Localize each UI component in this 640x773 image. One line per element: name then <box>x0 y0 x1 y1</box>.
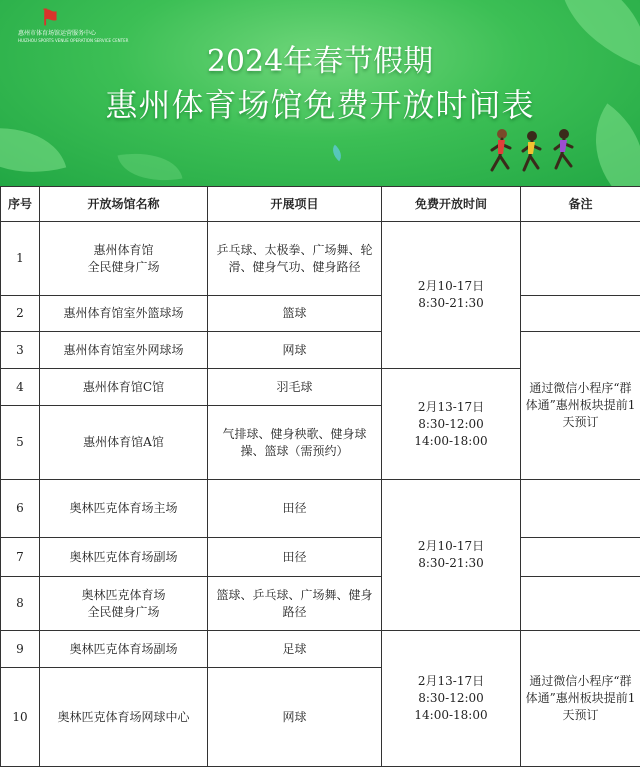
column-header: 开展项目 <box>208 187 382 222</box>
header-banner <box>0 0 640 186</box>
page-title-line1: 2024年春节假期 <box>206 44 434 79</box>
note-empty <box>521 480 640 538</box>
open-time: 2月10-17日 8:30-21:30 <box>382 222 521 369</box>
activity-items: 乒乓球、太极拳、广场舞、轮滑、健身气功、健身路径 <box>208 222 382 296</box>
leaf-decoration <box>328 145 345 162</box>
table-row <box>1 538 640 577</box>
open-time: 2月13-17日 8:30-12:00 14:00-18:00 <box>382 369 521 480</box>
open-time: 2月13-17日 8:30-12:00 14:00-18:00 <box>382 631 521 767</box>
activity-items: 足球 <box>208 631 382 668</box>
row-number: 4 <box>1 369 40 406</box>
table-row <box>1 577 640 631</box>
row-number: 6 <box>1 480 40 538</box>
row-number: 3 <box>1 332 40 369</box>
activity-items: 网球 <box>208 332 382 369</box>
venue-name: 奥林匹克体育场副场 <box>40 631 208 668</box>
column-header: 免费开放时间 <box>382 187 521 222</box>
activity-items: 田径 <box>208 538 382 577</box>
schedule-table <box>0 186 640 767</box>
logo-name: 惠州市体育场馆运营服务中心 <box>18 30 97 37</box>
open-time: 2月10-17日 8:30-21:30 <box>382 480 521 631</box>
column-header: 备注 <box>521 187 640 222</box>
venue-name: 惠州体育馆 全民健身广场 <box>40 222 208 296</box>
column-header: 序号 <box>1 187 40 222</box>
venue-name: 奥林匹克体育场 全民健身广场 <box>40 577 208 631</box>
row-number: 8 <box>1 577 40 631</box>
venue-name: 惠州体育馆A馆 <box>40 406 208 480</box>
note-empty <box>521 577 640 631</box>
logo-subtitle: HUIZHOU SPORTS VENUE OPERATION SERVICE CENTER <box>18 38 129 43</box>
column-header: 开放场馆名称 <box>40 187 208 222</box>
leaf-decoration <box>118 145 183 186</box>
row-number: 2 <box>1 296 40 332</box>
venue-name: 惠州体育馆C馆 <box>40 369 208 406</box>
activity-items: 田径 <box>208 480 382 538</box>
venue-name: 惠州体育馆室外网球场 <box>40 332 208 369</box>
table-header-row <box>1 187 640 222</box>
runner-icon <box>492 129 510 170</box>
logo-mark-icon: ⚑ <box>40 5 60 31</box>
venue-name: 奥林匹克体育场主场 <box>40 480 208 538</box>
table-row <box>1 332 640 369</box>
activity-items: 篮球 <box>208 296 382 332</box>
table-row <box>1 296 640 332</box>
activity-items: 羽毛球 <box>208 369 382 406</box>
venue-name: 奥林匹克体育场副场 <box>40 538 208 577</box>
row-number: 7 <box>1 538 40 577</box>
note-empty <box>521 222 640 296</box>
activity-items: 篮球、乒乓球、广场舞、健身路径 <box>208 577 382 631</box>
activity-items: 网球 <box>208 668 382 767</box>
runner-icon <box>523 131 540 170</box>
venue-name: 惠州体育馆室外篮球场 <box>40 296 208 332</box>
note-empty <box>521 296 640 332</box>
runners-illustration <box>480 124 600 180</box>
venue-name: 奥林匹克体育场网球中心 <box>40 668 208 767</box>
row-number: 9 <box>1 631 40 668</box>
row-number: 5 <box>1 406 40 480</box>
table-row <box>1 480 640 538</box>
note-empty <box>521 538 640 577</box>
activity-items: 气排球、健身秧歌、健身球操、篮球（需预约） <box>208 406 382 480</box>
row-number: 10 <box>1 668 40 767</box>
row-number: 1 <box>1 222 40 296</box>
booking-note: 通过微信小程序“群体通”惠州板块提前1天预订 <box>521 631 640 767</box>
booking-note: 通过微信小程序“群体通”惠州板块提前1天预订 <box>521 332 640 480</box>
page-title-line2: 惠州体育场馆免费开放时间表 <box>105 86 535 124</box>
runner-icon <box>555 129 572 168</box>
table-row <box>1 631 640 668</box>
table-row <box>1 222 640 296</box>
schedule-table-container <box>0 186 640 773</box>
